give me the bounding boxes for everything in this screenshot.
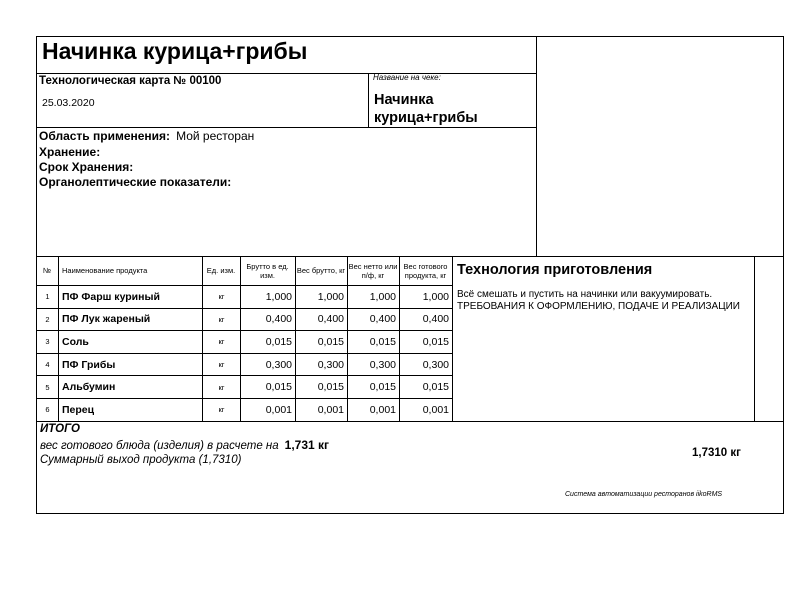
unit: кг — [218, 382, 225, 392]
header-unit: Ед. изм. — [206, 266, 236, 275]
table-row-line — [36, 421, 452, 422]
header-gross-unit: Брутто в ед. изм. — [246, 261, 289, 280]
net-weight: 0,015 — [369, 335, 396, 348]
row-number: 3 — [45, 337, 50, 347]
gross-per-unit: 1,000 — [265, 290, 292, 303]
row-number: 5 — [45, 382, 50, 392]
product-name: Перец — [62, 403, 95, 416]
area-label: Область применения: — [39, 129, 171, 143]
gross-weight: 0,300 — [317, 358, 344, 371]
ready-weight: 0,015 — [422, 335, 449, 348]
area-row — [39, 129, 254, 143]
gross-weight: 0,015 — [317, 335, 344, 348]
document-title: Начинка курица+грибы — [42, 38, 308, 64]
unit: кг — [218, 360, 225, 370]
title-divider — [36, 73, 536, 74]
technology-title: Технология приготовления — [457, 262, 653, 278]
header-net: Вес нетто или п/ф, кг — [348, 261, 398, 280]
gross-per-unit: 0,001 — [265, 403, 292, 416]
total-output-label: Суммарный выход продукта (1,7310) — [40, 454, 242, 466]
gross-per-unit: 0,400 — [265, 313, 292, 326]
header-gross: Вес брутто, кг — [296, 266, 346, 275]
storage-label: Хранение: — [39, 145, 101, 159]
header-product: Наименование продукта — [62, 266, 148, 275]
product-name: ПФ Лук жареный — [62, 313, 151, 326]
row-number: 6 — [45, 405, 50, 415]
product-name: ПФ Грибы — [62, 358, 116, 371]
check-name: Начинка курица+грибы — [374, 92, 478, 126]
net-weight: 0,001 — [369, 403, 396, 416]
unit: кг — [218, 314, 225, 324]
total-weight-label: вес готового блюда (изделия) в расчете на — [40, 440, 279, 452]
total-weight-value: 1,731 кг — [284, 438, 330, 452]
gross-weight: 0,400 — [317, 313, 344, 326]
check-name-label: Название на чеке: — [373, 73, 441, 82]
unit: кг — [218, 337, 225, 347]
total-output-value: 1,7310 кг — [692, 447, 741, 459]
net-weight: 0,015 — [369, 381, 396, 394]
card-number: Технологическая карта № 00100 — [39, 75, 222, 87]
ready-weight: 0,300 — [422, 358, 449, 371]
header-divider — [36, 127, 536, 128]
total-weight-row — [40, 438, 329, 452]
net-weight: 1,000 — [369, 290, 396, 303]
gross-weight: 1,000 — [317, 290, 344, 303]
unit: кг — [218, 405, 225, 415]
gross-per-unit: 0,300 — [265, 358, 292, 371]
product-name: Альбумин — [62, 381, 116, 394]
gross-weight: 0,001 — [317, 403, 344, 416]
net-weight: 0,300 — [369, 358, 396, 371]
gross-per-unit: 0,015 — [265, 381, 292, 394]
product-name: ПФ Фарш куриный — [62, 290, 160, 303]
frame-bottom — [36, 513, 784, 514]
header-number: № — [42, 266, 52, 275]
check-divider — [368, 73, 369, 127]
footer-system: Система автоматизации ресторанов iikoRMS — [565, 491, 723, 498]
shelf-life-label: Срок Хранения: — [39, 160, 134, 174]
card-date: 25.03.2020 — [42, 97, 95, 109]
organoleptic-label: Органолептические показатели: — [39, 175, 232, 189]
photo-divider — [536, 36, 537, 256]
gross-weight: 0,015 — [317, 381, 344, 394]
row-number: 1 — [45, 292, 50, 302]
tech-divider — [452, 256, 453, 422]
gross-per-unit: 0,015 — [265, 335, 292, 348]
area-value: Мой ресторан — [176, 129, 255, 143]
frame-right — [783, 36, 784, 514]
net-weight: 0,400 — [369, 313, 396, 326]
header-ready: Вес готового продукта, кг — [403, 261, 448, 280]
product-name: Соль — [62, 335, 89, 348]
tech-right-divider — [754, 256, 755, 422]
frame-top — [36, 36, 784, 37]
ready-weight: 1,000 — [422, 290, 449, 303]
row-number: 2 — [45, 314, 50, 324]
unit: кг — [218, 292, 225, 302]
ready-weight: 0,001 — [422, 403, 449, 416]
ready-weight: 0,400 — [422, 313, 449, 326]
total-title: ИТОГО — [40, 423, 80, 435]
technology-text: Всё смешать и пустить на начинки или вакуумировать. ТРЕБОВАНИЯ К ОФОРМЛЕНИЮ, ПОДАЧЕ И РЕАЛИЗАЦИИ — [457, 289, 740, 312]
ready-weight: 0,015 — [422, 381, 449, 394]
row-number: 4 — [45, 360, 50, 370]
